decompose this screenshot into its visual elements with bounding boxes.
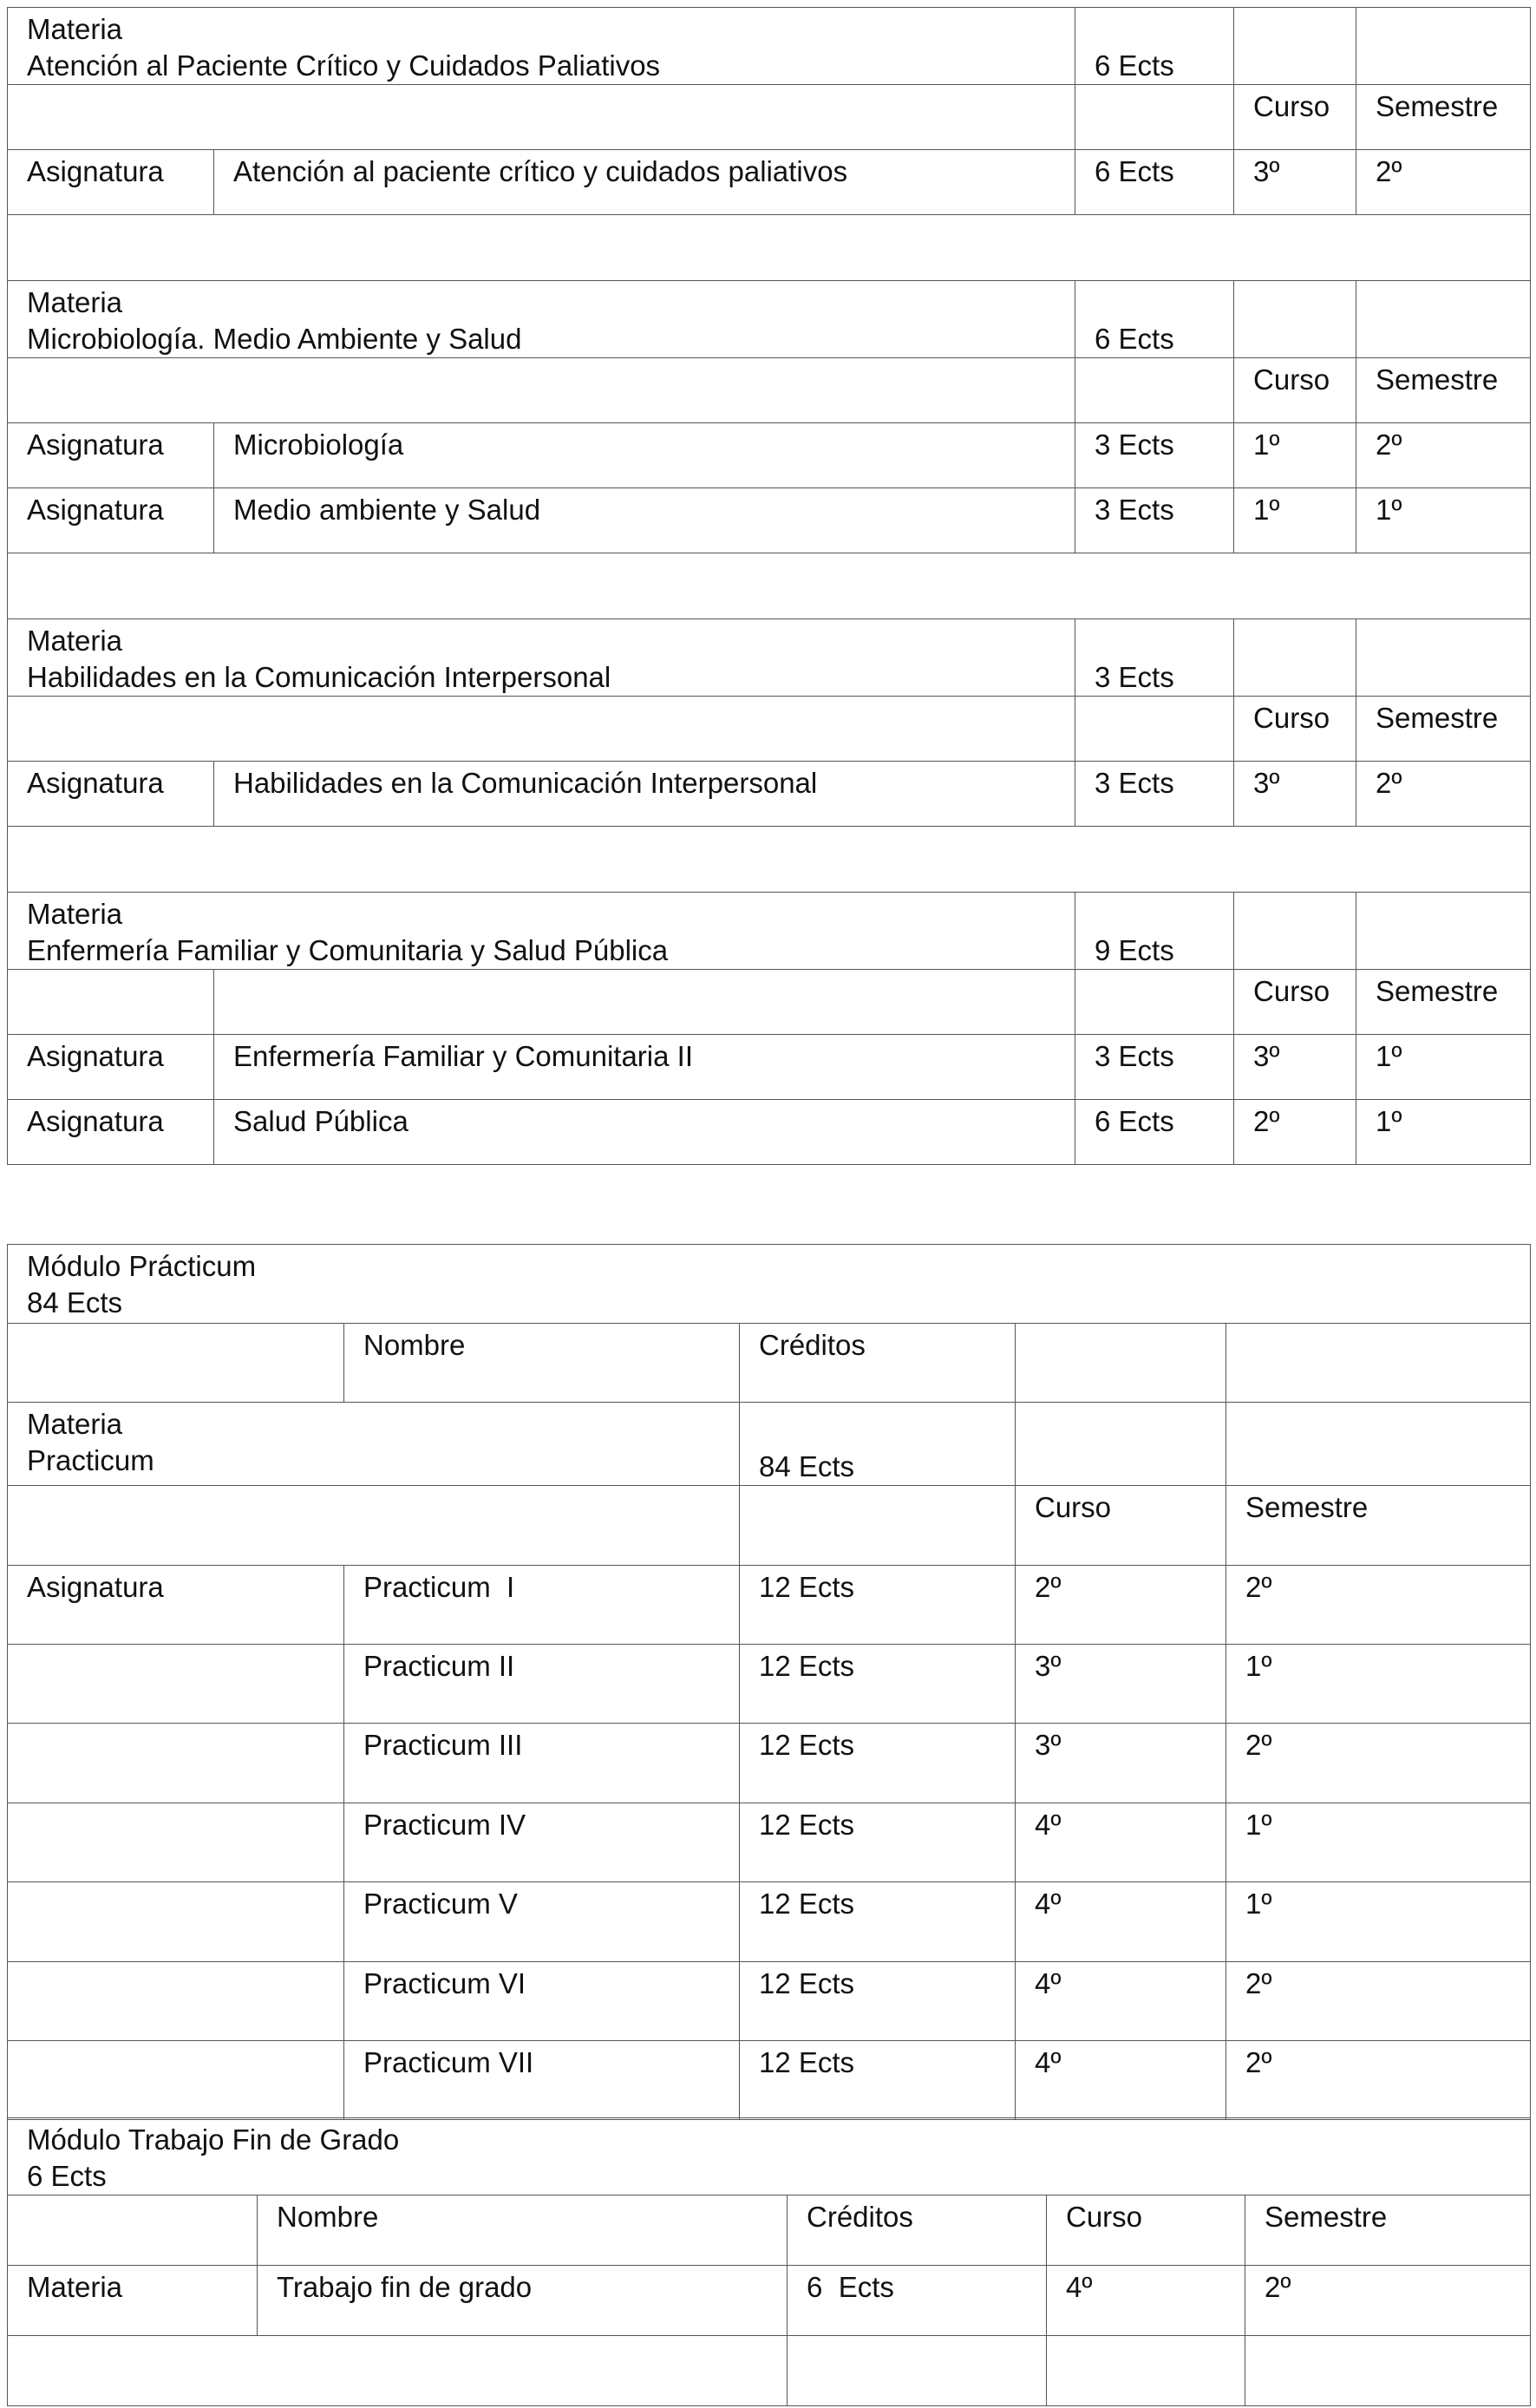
materia-row — [8, 281, 1531, 358]
semestre-header: Semestre — [1356, 358, 1531, 423]
materia-name: Enfermería Familiar y Comunitaria y Salud Pública — [27, 934, 669, 966]
creditos-header: Créditos — [788, 2195, 1047, 2266]
spacer-row — [8, 215, 1531, 281]
header-row — [8, 970, 1531, 1035]
practicum-curso: 4º — [1016, 1882, 1226, 1962]
materia-ects-cell — [1075, 8, 1234, 85]
practicum-name: Practicum I — [344, 1566, 740, 1645]
practicum-semestre: 1º — [1226, 1882, 1531, 1962]
header-row — [8, 85, 1531, 150]
practicum-semestre: 2º — [1226, 1566, 1531, 1645]
curso-header: Curso — [1234, 358, 1356, 423]
materia-ects: 84 Ects — [759, 1450, 855, 1482]
asignatura-label: Asignatura — [8, 762, 214, 827]
practicum-curso: 2º — [1016, 1566, 1226, 1645]
module-title: Módulo Prácticum — [27, 1250, 257, 1282]
curso-header: Curso — [1016, 1486, 1226, 1566]
materia-ects-cell — [1075, 893, 1234, 970]
materia-ects: 6 Ects — [1095, 49, 1174, 82]
asignatura-curso: 1º — [1234, 488, 1356, 553]
asignatura-row — [8, 488, 1531, 553]
practicum-semestre: 1º — [1226, 1803, 1531, 1882]
asignatura-label: Asignatura — [8, 1100, 214, 1165]
materia-row — [8, 1403, 1531, 1486]
materia-ects: 9 Ects — [1095, 934, 1174, 966]
materia-cell — [8, 281, 1075, 358]
asignatura-semestre: 2º — [1356, 150, 1531, 215]
asignatura-name: Enfermería Familiar y Comunitaria II — [214, 1035, 1075, 1100]
practicum-row — [8, 1962, 1531, 2041]
materia-name: Habilidades en la Comunicación Interpersonal — [27, 661, 611, 693]
materia-row — [8, 8, 1531, 85]
practicum-ects: 12 Ects — [740, 1724, 1016, 1803]
materia-label: Materia — [8, 2266, 258, 2336]
asignatura-name: Medio ambiente y Salud — [214, 488, 1075, 553]
semestre-header: Semestre — [1356, 697, 1531, 762]
module-ects: 6 Ects — [27, 2160, 107, 2192]
asignatura-row — [8, 1100, 1531, 1165]
header-row — [8, 1324, 1531, 1403]
asignatura-ects: 6 Ects — [1075, 1100, 1234, 1165]
header-row — [8, 1486, 1531, 1566]
spacer-row — [8, 827, 1531, 893]
module-title-cell — [8, 1245, 1531, 1324]
nombre-header: Nombre — [258, 2195, 788, 2266]
asignatura-name: Microbiología — [214, 423, 1075, 488]
asignatura-semestre: 1º — [1356, 1100, 1531, 1165]
practicum-name: Practicum II — [344, 1645, 740, 1724]
practicum-ects: 12 Ects — [740, 1645, 1016, 1724]
practicum-name: Practicum VII — [344, 2041, 740, 2120]
asignatura-ects: 3 Ects — [1075, 1035, 1234, 1100]
asignatura-row — [8, 762, 1531, 827]
semestre-header: Semestre — [1245, 2195, 1531, 2266]
materia-cell — [8, 893, 1075, 970]
module-title-cell — [8, 2118, 1531, 2195]
asignatura-ects: 3 Ects — [1075, 762, 1234, 827]
materia-label: Materia — [27, 625, 123, 657]
materia-row — [8, 893, 1531, 970]
materia-ects-cell — [1075, 281, 1234, 358]
materias-table — [7, 7, 1531, 1165]
empty-row — [8, 2336, 1531, 2406]
practicum-semestre: 2º — [1226, 1724, 1531, 1803]
practicum-row — [8, 1882, 1531, 1962]
practicum-table — [7, 1244, 1531, 2120]
module-ects: 84 Ects — [27, 1286, 123, 1319]
asignatura-label: Asignatura — [8, 1035, 214, 1100]
practicum-ects: 12 Ects — [740, 2041, 1016, 2120]
practicum-row — [8, 1566, 1531, 1645]
practicum-curso: 4º — [1016, 2041, 1226, 2120]
asignatura-ects: 6 Ects — [1075, 150, 1234, 215]
semestre-header: Semestre — [1226, 1486, 1531, 1566]
practicum-ects: 12 Ects — [740, 1962, 1016, 2041]
practicum-curso: 4º — [1016, 1803, 1226, 1882]
asignatura-semestre: 1º — [1356, 1035, 1531, 1100]
materia-name: Microbiología. Medio Ambiente y Salud — [27, 323, 522, 355]
materia-cell — [8, 1403, 740, 1486]
practicum-name: Practicum IV — [344, 1803, 740, 1882]
header-row — [8, 2195, 1531, 2266]
practicum-row — [8, 1803, 1531, 1882]
asignatura-label: Asignatura — [8, 150, 214, 215]
curso-header: Curso — [1234, 970, 1356, 1035]
nombre-header: Nombre — [344, 1324, 740, 1403]
module-row — [8, 1245, 1531, 1324]
curso-header: Curso — [1234, 697, 1356, 762]
asignatura-label: Asignatura — [8, 1566, 344, 1645]
materia-cell — [8, 8, 1075, 85]
materia-label: Materia — [27, 286, 123, 318]
header-row — [8, 358, 1531, 423]
asignatura-curso: 3º — [1234, 1035, 1356, 1100]
tfg-ects: 6 Ects — [788, 2266, 1047, 2336]
materia-name: Atención al Paciente Crítico y Cuidados Paliativos — [27, 49, 661, 82]
practicum-name: Practicum III — [344, 1724, 740, 1803]
asignatura-name: Atención al paciente crítico y cuidados paliativos — [214, 150, 1075, 215]
module-title: Módulo Trabajo Fin de Grado — [27, 2123, 400, 2156]
practicum-name: Practicum V — [344, 1882, 740, 1962]
practicum-name: Practicum VI — [344, 1962, 740, 2041]
materia-label: Materia — [27, 898, 123, 930]
materia-label: Materia — [27, 1408, 123, 1440]
practicum-semestre: 2º — [1226, 1962, 1531, 2041]
materia-ects-cell — [740, 1403, 1016, 1486]
asignatura-row — [8, 1035, 1531, 1100]
materia-row — [8, 619, 1531, 697]
tfg-table — [7, 2117, 1531, 2406]
practicum-ects: 12 Ects — [740, 1882, 1016, 1962]
asignatura-semestre: 2º — [1356, 762, 1531, 827]
tfg-semestre: 2º — [1245, 2266, 1531, 2336]
tfg-curso: 4º — [1047, 2266, 1245, 2336]
asignatura-row — [8, 423, 1531, 488]
asignatura-ects: 3 Ects — [1075, 488, 1234, 553]
asignatura-label: Asignatura — [8, 423, 214, 488]
spacer-row — [8, 553, 1531, 619]
semestre-header: Semestre — [1356, 970, 1531, 1035]
asignatura-semestre: 1º — [1356, 488, 1531, 553]
asignatura-row — [8, 150, 1531, 215]
practicum-ects: 12 Ects — [740, 1566, 1016, 1645]
materia-label: Materia — [27, 13, 123, 45]
asignatura-semestre: 2º — [1356, 423, 1531, 488]
practicum-curso: 4º — [1016, 1962, 1226, 2041]
asignatura-curso: 1º — [1234, 423, 1356, 488]
practicum-row — [8, 1724, 1531, 1803]
asignatura-name: Salud Pública — [214, 1100, 1075, 1165]
practicum-row — [8, 1645, 1531, 1724]
practicum-curso: 3º — [1016, 1724, 1226, 1803]
asignatura-name: Habilidades en la Comunicación Interpersonal — [214, 762, 1075, 827]
tfg-row — [8, 2266, 1531, 2336]
asignatura-label: Asignatura — [8, 488, 214, 553]
practicum-ects: 12 Ects — [740, 1803, 1016, 1882]
creditos-header: Créditos — [740, 1324, 1016, 1403]
curso-header: Curso — [1047, 2195, 1245, 2266]
materia-ects: 3 Ects — [1095, 661, 1174, 693]
module-row — [8, 2118, 1531, 2195]
materia-ects-cell — [1075, 619, 1234, 697]
materia-name: Practicum — [27, 1444, 154, 1476]
header-row — [8, 697, 1531, 762]
asignatura-curso: 3º — [1234, 150, 1356, 215]
semestre-header: Semestre — [1356, 85, 1531, 150]
practicum-semestre: 1º — [1226, 1645, 1531, 1724]
practicum-row — [8, 2041, 1531, 2120]
curso-header: Curso — [1234, 85, 1356, 150]
materia-ects: 6 Ects — [1095, 323, 1174, 355]
asignatura-ects: 3 Ects — [1075, 423, 1234, 488]
practicum-curso: 3º — [1016, 1645, 1226, 1724]
materia-cell — [8, 619, 1075, 697]
asignatura-curso: 3º — [1234, 762, 1356, 827]
tfg-name: Trabajo fin de grado — [258, 2266, 788, 2336]
practicum-semestre: 2º — [1226, 2041, 1531, 2120]
asignatura-curso: 2º — [1234, 1100, 1356, 1165]
